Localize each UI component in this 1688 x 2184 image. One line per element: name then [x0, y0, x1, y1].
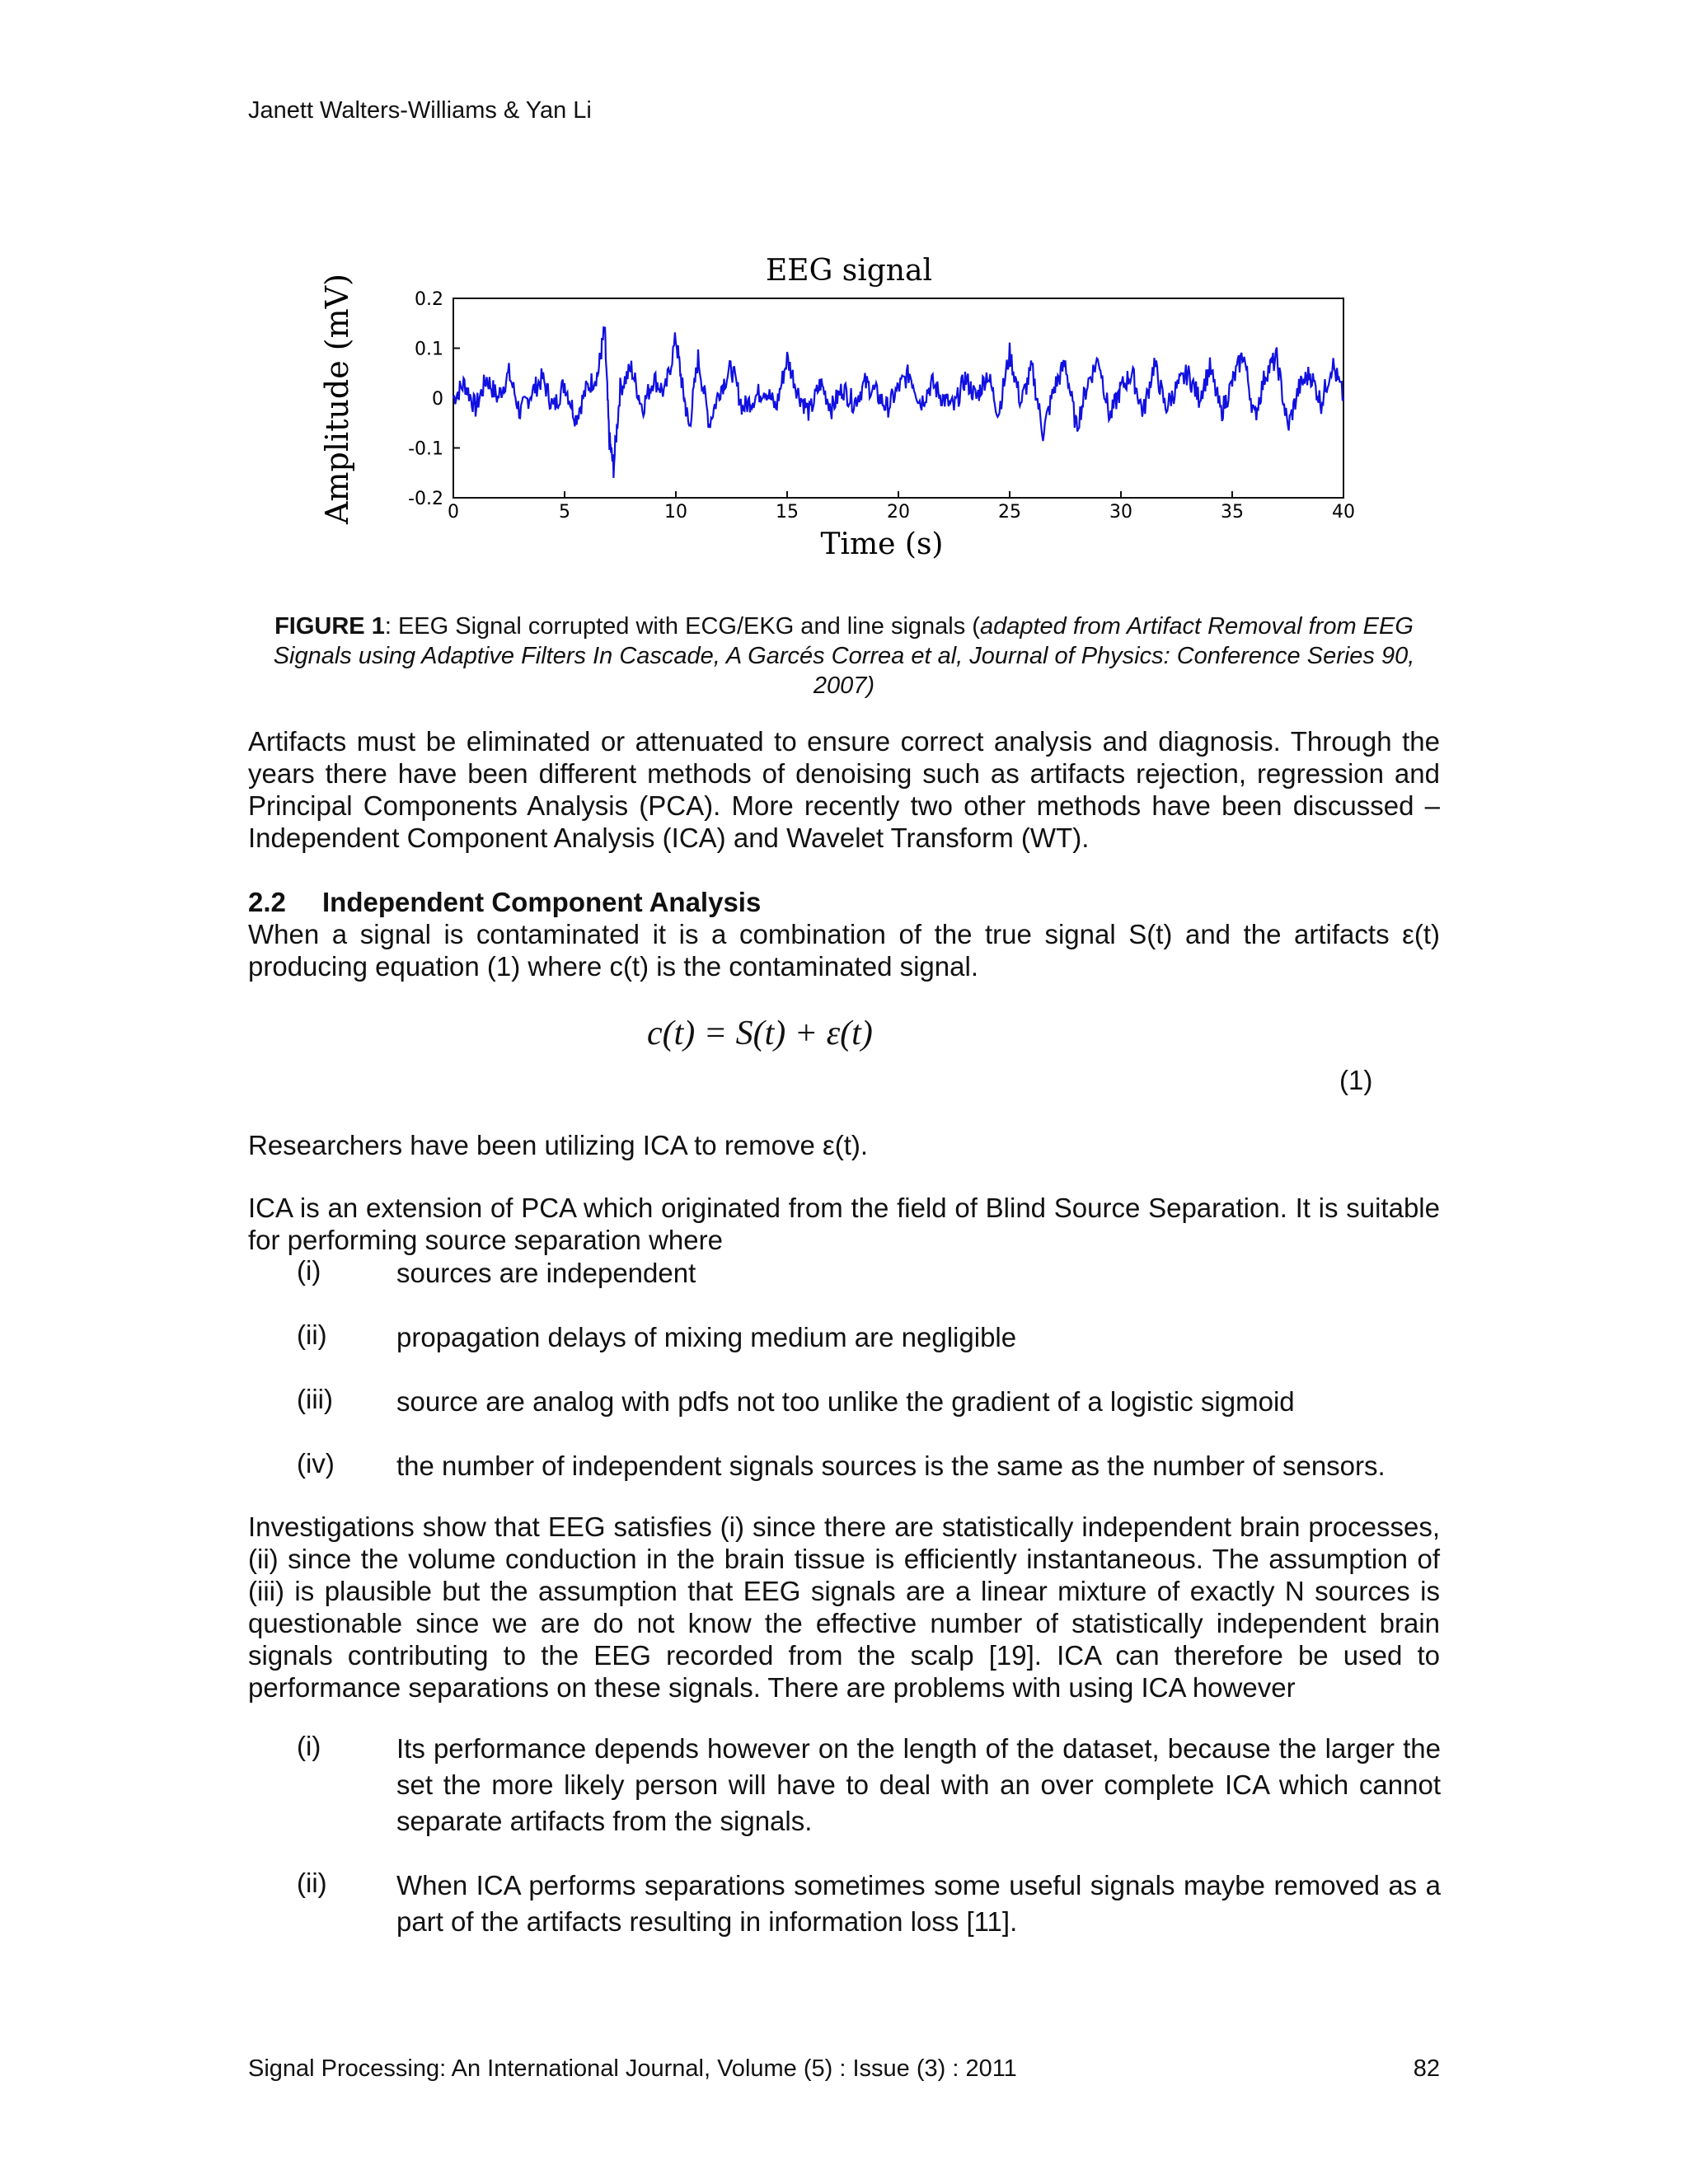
page-number: 82	[1413, 2055, 1440, 2082]
figure-label: FIGURE 1	[274, 613, 385, 640]
paragraph-researchers: Researchers have been utilizing ICA to remove ε(t).	[248, 1130, 869, 1160]
paragraph-contaminated: When a signal is contaminated it is a combination of the true signal S(t) and the artifacts ε(t) producing equation (1) where c(t) is the contaminated signal.	[248, 919, 1440, 982]
list-label: (iii)	[297, 1384, 333, 1414]
paragraph-investigations: Investigations show that EEG satisfies (i) since there are statistically independent brain processes, (ii) since the volume conduction in the brain tissue is efficiently instantaneous. The assumption of (iii) is plausible but the assumption that EEG signals are a linear mixture of exactly N sources is questionable since we are do not know the effective number of statistically independent brain signals contributing to the EEG recorded from the scalp [19]. ICA can therefore be used to performance separations on these signals. There are problems with using ICA however	[248, 1511, 1440, 1703]
x-tick-label: 40	[1332, 502, 1355, 523]
y-tick-label: 0.1	[415, 339, 443, 360]
equation: c(t) = S(t) + ε(t)	[647, 1015, 873, 1052]
x-tick-label: 25	[998, 502, 1021, 523]
x-tick-label: 30	[1109, 502, 1132, 523]
x-tick-label: 20	[887, 502, 910, 523]
list-item	[297, 1384, 1441, 1420]
list-item	[297, 1731, 1441, 1840]
list-text: When ICA performs separations sometimes some useful signals maybe removed as a part of the artifacts resulting in information loss [11].	[396, 1870, 1441, 1937]
list-label: (i)	[297, 1255, 321, 1286]
list-text: source are analog with pdfs not too unlike the gradient of a logistic sigmoid	[396, 1386, 1295, 1417]
list-item	[297, 1319, 1441, 1356]
equation-number: (1)	[1339, 1065, 1373, 1095]
list-label: (i)	[297, 1731, 321, 1761]
x-axis-label: Time (s)	[820, 527, 944, 560]
x-tick-label: 15	[776, 502, 799, 523]
y-tick-label: 0.2	[415, 289, 443, 310]
figure-caption	[248, 612, 1440, 701]
footer-journal: Signal Processing: An International Journal, Volume (5) : Issue (3) : 2011	[248, 2055, 1017, 2082]
list-item	[297, 1255, 1441, 1291]
paragraph-artifacts: Artifacts must be eliminated or attenuated to ensure correct analysis and diagnosis. Through the years there have been different methods of denoising such as artifacts rejection, regression and Principal Components Analysis (PCA). More recently two other methods have been discussed – Independent Component Analysis (ICA) and Wavelet Transform (WT).	[248, 726, 1440, 853]
page-footer	[248, 2055, 1440, 2083]
figure-source: adapted from Artifact Removal from EEG Signals using Adaptive Filters In Cascade, A Garcés Correa et al, Journal of Physics: Conference Series 90, 2007)	[273, 613, 1415, 699]
x-tick-label: 10	[664, 502, 687, 523]
list-label: (iv)	[297, 1448, 335, 1479]
y-tick-label: 0	[432, 389, 443, 410]
running-header: Janett Walters-Williams & Yan Li	[248, 97, 592, 124]
list-item	[297, 1448, 1441, 1484]
chart-title: EEG signal	[766, 254, 932, 288]
list-text: propagation delays of mixing medium are negligible	[396, 1322, 1017, 1352]
eeg-signal-line	[453, 326, 1343, 478]
list-text: the number of independent signals sources is the same as the number of sensors.	[396, 1451, 1386, 1481]
y-tick-label: -0.2	[408, 489, 443, 509]
list-item	[297, 1868, 1441, 1940]
list-text: Its performance depends however on the length of the dataset, because the larger the set the more likely person will have to deal with an over complete ICA which cannot separate artifacts from the signals.	[396, 1733, 1441, 1836]
eeg-chart-svg	[313, 247, 1385, 560]
x-axis	[448, 491, 1355, 523]
x-tick-label: 0	[448, 502, 459, 523]
y-axis	[408, 289, 460, 509]
section-number: 2.2	[248, 887, 286, 917]
list-label: (ii)	[297, 1319, 327, 1350]
section-heading	[248, 887, 761, 918]
y-tick-label: -0.1	[408, 438, 443, 460]
x-tick-label: 5	[559, 502, 570, 523]
plot-area-frame	[453, 298, 1343, 498]
y-axis-label: Amplitude (mV)	[319, 274, 355, 524]
paragraph-ica-intro: ICA is an extension of PCA which originated from the field of Blind Source Separation. It is suitable for performing source separation where	[248, 1193, 1440, 1255]
list-label: (ii)	[297, 1868, 327, 1898]
x-tick-label: 35	[1221, 502, 1244, 523]
figure-caption-text: : EEG Signal corrupted with ECG/EKG and line signals (	[384, 613, 980, 640]
figure-eeg-chart	[313, 247, 1385, 560]
list-text: sources are independent	[396, 1258, 696, 1288]
section-title: Independent Component Analysis	[322, 887, 762, 917]
